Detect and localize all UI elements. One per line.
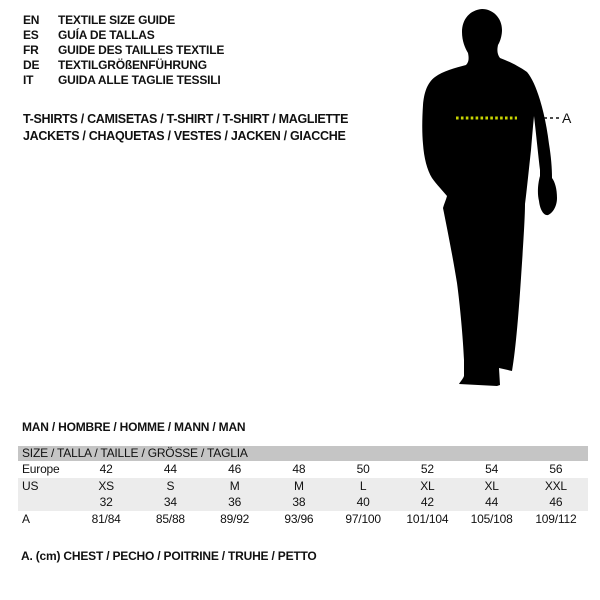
table-cell: 50 xyxy=(356,462,370,476)
table-cell: M xyxy=(293,478,304,493)
table-cell: 105/108 xyxy=(470,511,513,526)
table-row-alt-sizes xyxy=(18,494,588,511)
size-table xyxy=(18,446,588,527)
table-cell: 54 xyxy=(485,462,499,476)
table-cell: L xyxy=(359,478,367,493)
man-silhouette-icon xyxy=(413,8,578,388)
table-cell: XXL xyxy=(544,478,567,493)
language-label: GUIDA ALLE TAGLIE TESSILI xyxy=(58,73,221,87)
language-code: EN xyxy=(23,13,40,27)
language-code: IT xyxy=(23,73,34,87)
table-cell: 44 xyxy=(163,462,177,476)
section-title-man: MAN / HOMBRE / HOMME / MANN / MAN xyxy=(22,420,246,434)
language-code: DE xyxy=(23,58,40,72)
size-table-header: SIZE / TALLA / TAILLE / GRÖSSE / TAGLIA xyxy=(18,446,588,461)
table-cell: 48 xyxy=(292,462,306,476)
table-cell: 42 xyxy=(99,462,113,476)
language-row xyxy=(23,73,224,88)
table-cell: 40 xyxy=(356,495,370,509)
table-cell: 93/96 xyxy=(284,511,314,526)
table-cell: XS xyxy=(98,478,114,493)
table-cell: 109/112 xyxy=(535,511,577,526)
man-body-shape xyxy=(422,9,557,386)
language-row xyxy=(23,28,224,43)
table-cell: XL xyxy=(420,478,435,493)
table-cell: 56 xyxy=(549,462,563,476)
table-row-europe xyxy=(18,461,588,478)
language-list xyxy=(23,13,224,88)
table-cell: 81/84 xyxy=(91,511,121,526)
language-label: TEXTILE SIZE GUIDE xyxy=(58,13,176,27)
table-cell: 85/88 xyxy=(155,511,185,526)
language-label: TEXTILGRÖßENFÜHRUNG xyxy=(58,58,207,72)
language-label: GUIDE DES TAILLES TEXTILE xyxy=(58,43,225,57)
table-cell: 97/100 xyxy=(345,511,381,526)
row-label: US xyxy=(22,478,39,493)
table-cell: 38 xyxy=(292,495,306,509)
language-row xyxy=(23,13,224,28)
row-label: Europe xyxy=(22,462,60,476)
table-cell: 101/104 xyxy=(406,511,449,526)
table-cell: 42 xyxy=(420,495,434,509)
table-cell: M xyxy=(229,478,240,493)
table-cell: 44 xyxy=(485,495,499,509)
garment-category-list xyxy=(23,111,348,145)
table-cell: S xyxy=(166,478,175,493)
table-cell: 34 xyxy=(163,495,177,509)
language-label: GUÍA DE TALLAS xyxy=(58,28,155,42)
language-row xyxy=(23,58,224,73)
language-code: FR xyxy=(23,43,39,57)
table-cell: 52 xyxy=(420,462,434,476)
man-silhouette-figure xyxy=(413,8,578,388)
table-cell: 36 xyxy=(228,495,242,509)
measure-label-a: A xyxy=(562,110,572,126)
category-line-tshirts: T-SHIRTS / CAMISETAS / T-SHIRT / T-SHIRT / MAGLIETTE xyxy=(23,112,349,126)
table-cell: XL xyxy=(484,478,499,493)
row-label: A xyxy=(22,511,30,526)
table-cell: 46 xyxy=(549,495,563,509)
table-row-us xyxy=(18,478,588,495)
language-code: ES xyxy=(23,28,39,42)
table-cell: 89/92 xyxy=(220,511,250,526)
table-cell: 32 xyxy=(99,495,113,509)
table-row-chest-cm xyxy=(18,511,588,528)
category-line-jackets: JACKETS / CHAQUETAS / VESTES / JACKEN / GIACCHE xyxy=(23,129,346,143)
language-row xyxy=(23,43,224,58)
table-cell: 46 xyxy=(228,462,242,476)
measure-legend: A. (cm) CHEST / PECHO / POITRINE / TRUHE / PETTO xyxy=(21,549,317,563)
